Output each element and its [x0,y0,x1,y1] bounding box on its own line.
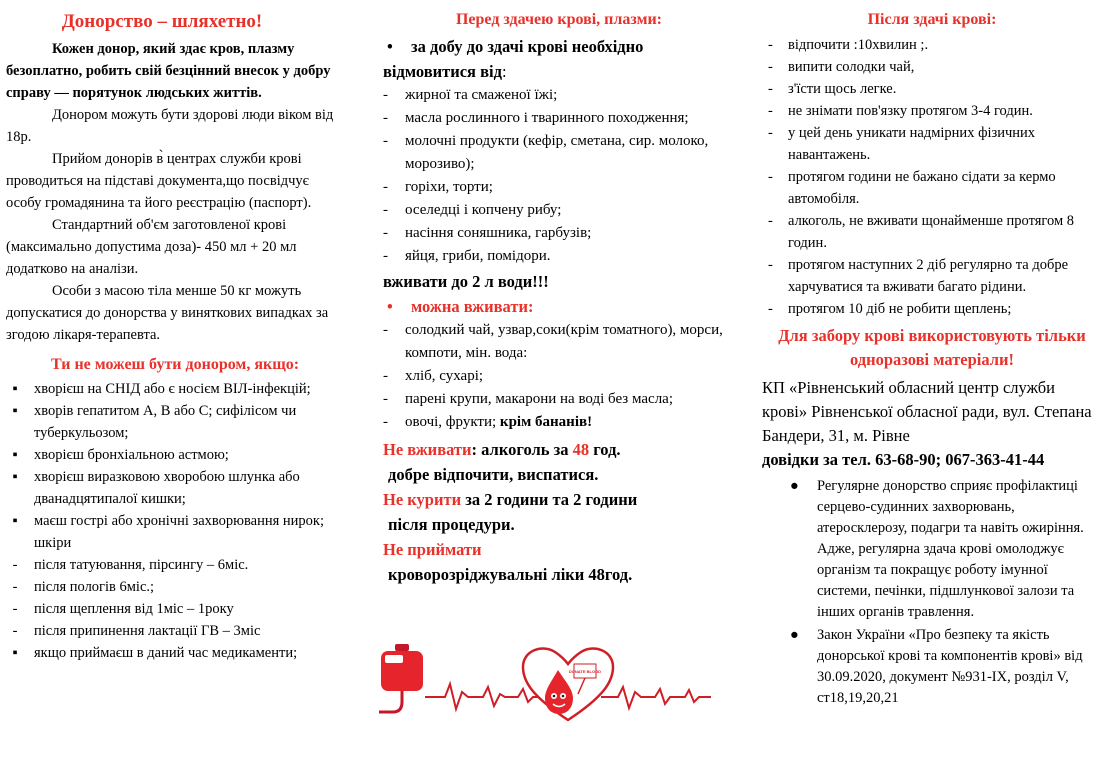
list-item: ● Закон України «Про безпеку та якість донорської крові та компонентів крові» від 30.09.2020, документ №931-IX, розділ V, ст18,19,20,21 [790,627,1083,706]
bullet-icon: ▪ [12,403,18,419]
dash-icon: - [12,557,18,573]
dash-icon: - [12,623,18,639]
water-instruction: вживати до 2 л води!!! [383,272,549,291]
list-item: - у цей день уникати надмірних фізичних навантажень. [768,125,1036,163]
list-item: ▪ якщо приймаєш в даний час медикаменти; [6,642,344,664]
list-item: - оселедці і копчену рибу; [383,202,562,218]
bullet-icon: ● [790,478,799,494]
list-item: - яйця, гриби, помідори. [383,248,551,264]
after-donation-title: Після здачі крові: [867,11,997,28]
bullet-icon: ▪ [12,469,18,485]
avoid-foods-list [383,84,735,268]
day-before-instruction: • за добу до здачі крові необхідно відмовитися від: [383,34,735,84]
list-item: ▪ хворієш виразковою хворобою шлунка або дванадцятипалої кишки; [6,466,344,510]
heartbeat-line-right [601,687,711,708]
age-paragraph: Донором можуть бути здорові люди віком від 18р. [6,107,334,145]
bullet-icon: ▪ [12,447,18,463]
contraindications-heading: Ти не можеш бути донором, якщо: [50,356,300,373]
list-item: - після припинення лактації ГВ – 3міс [6,620,344,642]
organization-address: КП «Рівненський обласний центр служби крові» Рівненської обласної ради, вул. Степана Бандери, 31, м. Рівне [762,378,1092,445]
donate-blood-label: DONATE BLOOD [568,669,602,674]
list-item: - горіхи, торти; [383,179,493,195]
contraindications-list [6,378,344,664]
list-item: ▪ хворієш на СНІД або є носієм ВІЛ-інфекцій; [6,378,344,400]
list-item: - масла рослинного і тваринного походження; [383,110,689,126]
anticoagulant-line: кроворозріджувальні ліки 48год. [388,565,633,584]
no-smoking-line: Не курити за 2 години та 2 години [383,490,638,509]
list-item: - після пологів 6міс.; [6,576,344,598]
list-item: - протягом наступних 2 діб регулярно та добре харчуватися та вживати багато рідини. [768,257,1069,295]
left-column [6,0,344,664]
rest-line: добре відпочити, виспатися. [388,465,599,484]
list-item: - випити солодки чай, [768,59,915,75]
after-donation-list [762,34,1102,320]
list-item: ● Регулярне донорство сприяє профілактиці серцево-судинних захворювань, атеросклерозу, подагри та навіть ожиріння. Адже, регулярна здача крові омолоджує організм та покращує роботу імунної системи, печінки, підшлункової залози та інших органів травлення. [790,478,1084,620]
bullet-icon: ▪ [12,381,18,397]
list-item: - алкоголь, не вживати щонайменше протягом 8 годин. [768,213,1075,251]
list-item: - після щеплення від 1міс – 1року [6,598,344,620]
disposable-materials-note: Для забору крові використовують тільки одноразові матеріали! [778,326,1086,369]
list-item: - овочі, фрукти; крім бананів! [383,414,593,430]
facts-list [762,476,1102,709]
donation-title: Донорство – шляхетно! [61,11,263,32]
contact-phones: довідки за тел. 63-68-90; 067-363-41-44 [762,450,1045,469]
after-procedure-line: після процедури. [388,515,515,534]
list-item: - не знімати пов'язку протягом 3-4 годин. [768,103,1033,119]
bullet-icon: ▪ [12,513,18,529]
list-item: - відпочити :10хвилин ;. [768,37,929,53]
list-item: - після татуювання, пірсингу – 6міс. [6,554,344,576]
list-item: - парені крупи, макарони на воді без масла; [383,391,674,407]
list-item: - з'їсти щось легке. [768,81,897,97]
allowed-heading: • можна вживати: [383,294,735,319]
bullet-icon: • [387,37,393,56]
blood-bag-icon [379,644,423,712]
heartbeat-line [425,684,538,709]
dash-icon: - [12,579,18,595]
weight-paragraph: Особи з масою тіла менше 50 кг можуть допускатися до донорства у виняткових випадках за згодою лікаря-терапевта. [6,283,329,343]
bullet-icon: ● [790,627,799,643]
list-item: - жирної та смаженої їжі; [383,87,558,103]
list-item: - протягом 10 діб не робити щеплень; [768,301,1012,317]
dash-icon: - [12,601,18,617]
list-item: ▪ маєш гострі або хронічні захворювання нирок; шкіри [6,510,344,554]
no-medication-heading: Не приймати [383,540,482,559]
no-alcohol-line: Не вживати: алкоголь за 48 год. [383,440,621,459]
list-item: - молочні продукти (кефір, сметана, сир. молоко, морозиво); [383,133,709,172]
intro-paragraph: Кожен донор, який здає кров, плазму безоплатно, робить свій безцінний внесок у добру справу — порятунок людських життів. [6,41,331,101]
bullet-icon: • [387,297,393,316]
list-item: - хліб, сухарі; [383,368,484,384]
before-donation-title: Перед здачею крові, плазми: [455,11,663,28]
right-column [762,0,1102,711]
list-item: - солодкий чай, узвар,соки(крім томатного), морси, компоти, мін. вода: [383,322,723,361]
allowed-foods-list [383,319,735,434]
donation-illustration [373,642,713,722]
volume-paragraph: Стандартний об'єм заготовленої крові (максимально допустима доза)- 450 мл + 20 мл додатково на аналізи. [6,217,297,277]
list-item: ▪ хворієш бронхіальною астмою; [6,444,344,466]
list-item: - насіння соняшника, гарбузів; [383,225,592,241]
list-item: - протягом години не бажано сідати за кермо автомобіля. [768,169,1056,207]
documents-paragraph: Прийом донорів в̀ центрах служби крові проводиться на підставі документа,що посвідчує особу громадянина та його реєстрацію (паспорт). [6,151,312,211]
bullet-icon: ▪ [12,645,18,661]
list-item: ▪ хворів гепатитом А, В або С; сифілісом чи туберкульозом; [6,400,344,444]
middle-column [383,0,735,587]
